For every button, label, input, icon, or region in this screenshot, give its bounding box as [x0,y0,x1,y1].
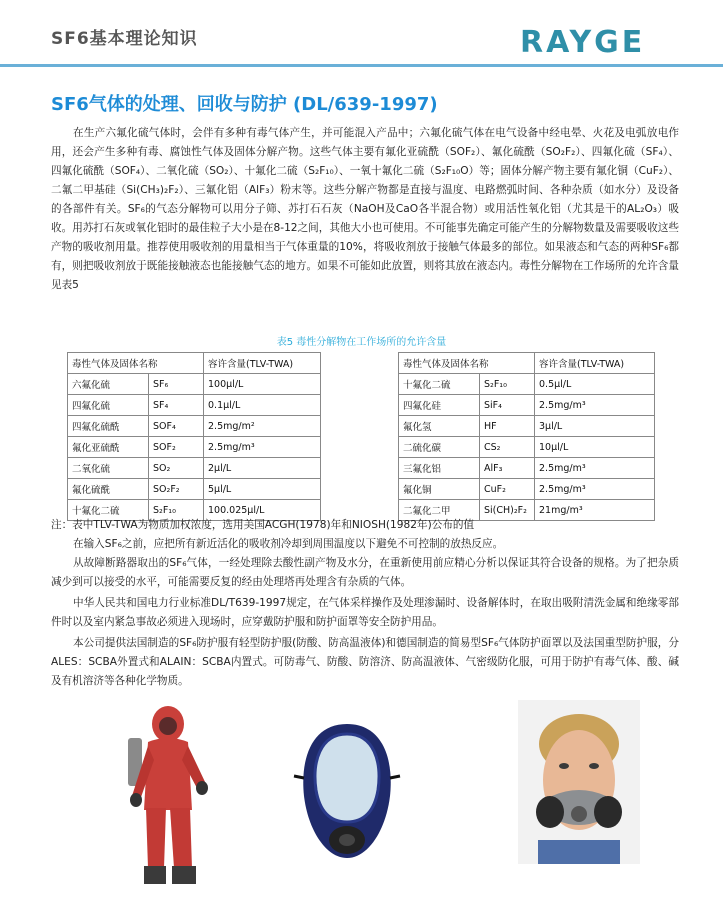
column-header-limit: 容许含量(TLV-TWA) [204,353,321,374]
substance-name-cell: 四氟化硫酰 [68,416,149,437]
column-header-limit: 容许含量(TLV-TWA) [535,353,655,374]
svg-text:RAYGE: RAYGE [520,25,646,58]
limit-cell: 21mg/m³ [535,500,655,521]
formula-cell: SOF₂ [149,437,204,458]
table-row [68,395,321,416]
paragraph-standard: 中华人民共和国电力行业标准DL/T639-1997规定，在气体采样操作及处理渗漏时、设备解体时，在取出吸附清洗金属和绝缘零部件时以及室内紧急事故必须进入现场时，应穿戴防护服和防护面罩等安全防护用品。 [51,597,679,628]
limit-cell: 0.5μl/L [535,374,655,395]
table-header-row [68,353,321,374]
limit-cell: 2.5mg/m³ [535,395,655,416]
formula-cell: SiF₄ [480,395,535,416]
table-row [399,458,655,479]
formula-cell: AlF₃ [480,458,535,479]
header-title: SF6基本理论知识 [51,29,198,49]
limit-cell: 2.5mg/m² [204,416,321,437]
formula-cell: SF₄ [149,395,204,416]
substance-name-cell: 六氟化硫 [68,374,149,395]
limit-cell: 5μl/L [204,479,321,500]
substance-name-cell: 十氟化二硫 [399,374,480,395]
table-row [399,374,655,395]
formula-cell: S₂F₁₀ [149,500,204,521]
column-header-name: 毒性气体及固体名称 [68,353,204,374]
paragraph-products: 本公司提供法国制造的SF₆防护服有轻型防护服(防酸、防高温液体)和德国制造的简易型SF₆气体防护面罩以及法国重型防护服，分ALES：SCBA外置式和ALAIN：SCBA内置式。可防毒气、防酸、防溶济、防高温液体、气密级防化服，可用于防护有毒气体、酸、碱及有机溶济等各种化学物质。 [51,637,679,687]
table-row [68,458,321,479]
substance-name-cell: 二氟化二甲 [399,500,480,521]
limit-cell: 2.5mg/m³ [204,437,321,458]
header-rule [0,64,723,67]
section-title: SF6气体的处理、回收与防护 (DL/639-1997) [51,94,438,115]
limit-cell: 2μl/L [204,458,321,479]
formula-cell: SO₂ [149,458,204,479]
substance-name-cell: 氟化铜 [399,479,480,500]
table-row [399,479,655,500]
limit-cell: 3μl/L [535,416,655,437]
protective-suit-image [120,700,216,888]
table-row [68,437,321,458]
limit-cell: 0.1μl/L [204,395,321,416]
formula-cell: CuF₂ [480,479,535,500]
substance-name-cell: 四氟化硫 [68,395,149,416]
table-header-row [399,353,655,374]
substance-name-cell: 氟化氢 [399,416,480,437]
paragraph-reuse: 从故障断路器取出的SF₆气体，一经处理除去酸性副产物及水分，在重新使用前应精心分析以保证其符合设备的规格。为了把杂质减少到可以接受的水平，可能需要反复的经由处理塔再处理含有杂质的气体。 [51,557,679,588]
limit-cell: 10μl/L [535,437,655,458]
formula-cell: SOF₄ [149,416,204,437]
formula-cell: HF [480,416,535,437]
formula-cell: SO₂F₂ [149,479,204,500]
substance-name-cell: 氟化亚硫酰 [68,437,149,458]
toxicity-table-right [398,352,655,521]
toxicity-table-left [67,352,321,521]
table-row [68,416,321,437]
formula-cell: SF₆ [149,374,204,395]
column-header-name: 毒性气体及固体名称 [399,353,535,374]
substance-name-cell: 十氟化二硫 [68,500,149,521]
limit-cell: 2.5mg/m³ [535,479,655,500]
half-mask-respirator-image [518,700,640,864]
table-row [399,437,655,458]
table-row [68,374,321,395]
table-row [68,479,321,500]
paragraph-cooling: 在输入SF₆之前，应把所有新近活化的吸收剂冷却到周围温度以下避免不可控制的放热反应。 [73,538,504,550]
formula-cell: S₂F₁₀ [480,374,535,395]
formula-cell: Si(CH)₂F₂ [480,500,535,521]
table-note: 注：表中TLV-TWA为物质加权浓度，选用美国ACGH(1978)年和NIOSH(1982年)公布的值 [51,519,475,531]
formula-cell: CS₂ [480,437,535,458]
page-header [0,0,723,62]
table-row [399,416,655,437]
substance-name-cell: 氟化硫酰 [68,479,149,500]
substance-name-cell: 二氧化硫 [68,458,149,479]
substance-name-cell: 二硫化碳 [399,437,480,458]
substance-name-cell: 四氟化硅 [399,395,480,416]
paragraph-decomposition: 在生产六氟化硫气体时，会伴有多种有毒气体产生，并可能混入产品中；六氟化硫气体在电气设备中经电晕、火花及电弧放电作用，还会产生多种有毒、腐蚀性气体及固体分解产物。这些气体主要有氟化亚硫酰（SOF₂）、氟化硫酰（SO₂F₂）、四氟化硫（SF₄）、四氟化硫酰（SOF₄）、二氧化硫（SO₂）、十氟化二硫（S₂F₁₀）、一氧十氟化二硫（S₂F₁₀O）等；固体分解产物主要有氟化铜（CuF₂）、二氟二甲基硅（Si(CH₃)₂F₂）、三氟化铝（AlF₃）粉末等。这些分解产物都是直接与温度、电路燃弧时间、各种杂质（如水分）及设备的各部件有关。SF₆的气态分解物可以用分子筛、苏打石石灰（NaOH及CaO各半混合物）或用活性氧化铝（尤其是干的AL₂O₃）吸收。用苏打石灰或氧化铝时的最佳粒子大小是在8-12之间，其他大小也可使用。不可能事先确定可能产生的分解物数量及需要吸收这些产物的吸收剂用量。推荐使用吸收剂的用量相当于气体重量的10%，将吸收剂放于接触气体最多的部位。如果液态和气态的两种SF₆都有，则把吸收剂放于既能接触液态也能接触气态的地方。如果不可能如此放置，则将其放在液态内。毒性分解物在工作场所的允许含量见表5 [51,127,679,291]
table-row [399,395,655,416]
limit-cell: 100.025μl/L [204,500,321,521]
gas-mask-image [292,718,402,868]
substance-name-cell: 三氟化铝 [399,458,480,479]
limit-cell: 2.5mg/m³ [535,458,655,479]
table-caption: 表5 毒性分解物在工作场所的允许含量 [276,337,447,348]
limit-cell: 100μl/L [204,374,321,395]
rayge-logo [520,24,702,58]
